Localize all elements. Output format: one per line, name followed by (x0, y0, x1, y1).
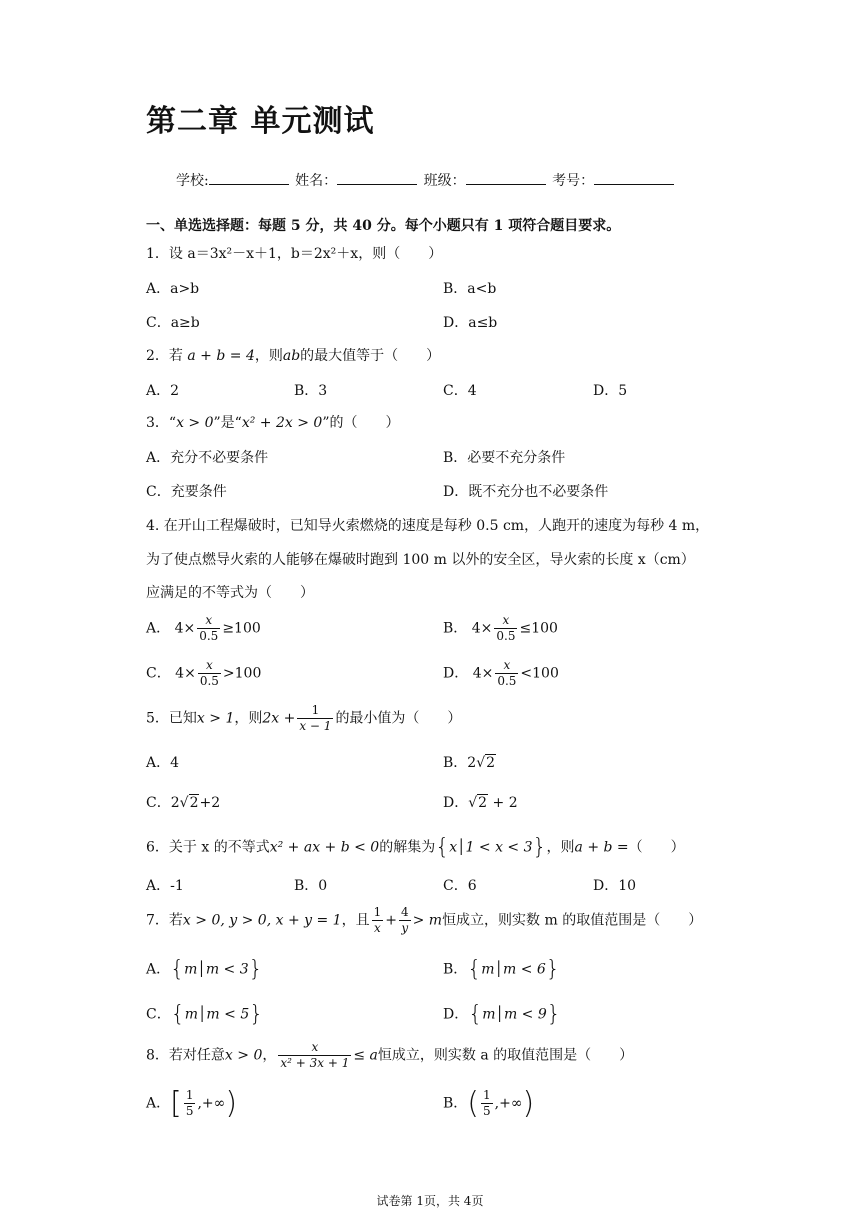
q5-c-label: C． (146, 795, 171, 811)
q4-a-den: 0.5 (199, 629, 219, 643)
question-4-line1: 4. 在开山工程爆破时，已知导火索燃烧的速度是每秒 0.5 cm，人跑开的速度为每秒 4 m， (146, 518, 710, 534)
q8-prefix: 8．若对任意 (146, 1047, 225, 1064)
q5-d-radicand: 2 (478, 795, 488, 811)
q8-b-label: B． (443, 1095, 468, 1112)
q5-den: x − 1 (299, 719, 332, 733)
q7-d1: x (374, 921, 381, 935)
q6-math2: a + b = (574, 839, 629, 856)
q7-b-set: m│m < 6 (481, 961, 546, 978)
q7-c-set: m│m < 5 (184, 1006, 250, 1023)
q4-d-label: D． (443, 665, 469, 682)
q4-option-c (146, 658, 261, 689)
q4-d-num: x (495, 658, 518, 674)
q7-d-rbrace: } (546, 1002, 561, 1027)
exam-no-label: 考号： (552, 173, 595, 189)
q5-d-label: D． (443, 795, 469, 811)
q5-c-post: +2 (199, 795, 221, 811)
q8-a-rparen: ) (225, 1086, 238, 1121)
q7-a-rbrace: } (248, 957, 263, 982)
q5-b-val: 2 (467, 755, 477, 771)
name-blank[interactable] (337, 170, 417, 185)
question-2-stem (146, 345, 440, 365)
q8-a-tail: ,+∞ (197, 1095, 226, 1112)
q4-a-rel: ≥100 (222, 620, 261, 637)
q4-b-fraction (494, 613, 517, 644)
class-label: 班级： (423, 173, 466, 189)
q4-c-label: C． (146, 665, 171, 682)
q7-c-rbrace: } (249, 1002, 264, 1027)
q8-b-lparen: ( (467, 1086, 480, 1121)
q6-right-brace: } (532, 835, 547, 860)
q7-a-lbrace: { (170, 957, 185, 982)
q8-b-rparen: ) (522, 1086, 535, 1121)
q6-set: x│1 < x < 3 (449, 839, 533, 856)
q2-option-b: B．3 (294, 383, 328, 399)
q7-option-c (146, 1002, 263, 1027)
q3-math1: x > 0 (176, 415, 214, 431)
q5-option-c: C．2√2+2 (146, 795, 221, 811)
q6-math: x² + ax + b < 0 (269, 839, 380, 856)
q4-a-coef: 4× (174, 620, 196, 637)
q6-option-a: A．-1 (146, 878, 184, 894)
q6-left-brace: { (435, 835, 450, 860)
q7-fraction-2 (399, 905, 411, 936)
q2-math: a + b = 4 (187, 348, 255, 364)
q3-prefix: 3．“ (146, 415, 177, 431)
q7-b-label: B． (443, 961, 468, 978)
q7-d-lbrace: { (468, 1002, 483, 1027)
q5-math2: 2x + (262, 710, 296, 727)
q4-b-den: 0.5 (496, 629, 516, 643)
school-label: 学校: (176, 173, 209, 189)
q7-mid: ，且 (341, 912, 370, 929)
q5-option-b: B．2√2 (443, 755, 496, 771)
q2-option-d: D．5 (593, 383, 628, 399)
q7-d-set: m│m < 9 (482, 1006, 547, 1023)
q7-c-label: C． (146, 1006, 171, 1023)
q7-a-set: m│m < 3 (184, 961, 249, 978)
q7-math: x > 0, y > 0, x + y = 1 (182, 912, 342, 929)
q8-mid: ， (262, 1047, 277, 1064)
q5-option-a: A．4 (146, 755, 180, 771)
q4-a-label: A． (146, 620, 171, 637)
question-6-stem (146, 835, 685, 860)
q4-b-rel: ≤100 (519, 620, 558, 637)
q7-option-a (146, 957, 263, 982)
q7-fraction-1 (372, 905, 384, 936)
q8-b-fraction (481, 1088, 493, 1119)
q7-n2: 4 (400, 905, 409, 919)
q4-option-d (443, 658, 559, 689)
q3-option-c: C．充要条件 (146, 484, 227, 500)
q6-option-b: B．0 (294, 878, 328, 894)
exam-no-blank[interactable] (594, 170, 674, 185)
q4-c-coef: 4× (175, 665, 196, 682)
school-blank[interactable] (209, 170, 289, 185)
q7-n1: 1 (373, 905, 382, 919)
q2-option-a: A．2 (146, 383, 180, 399)
question-4-line3: 应满足的不等式为（ ） (146, 585, 314, 601)
q4-a-num: x (197, 613, 220, 629)
class-blank[interactable] (466, 170, 546, 185)
q8-b-tail: ,+∞ (494, 1095, 523, 1112)
q6-option-d: D．10 (593, 878, 637, 894)
q2-prefix: 2．若 (146, 348, 183, 364)
q7-b-lbrace: { (467, 957, 482, 982)
q6-option-c: C．6 (443, 878, 477, 894)
q8-a-fden: 5 (185, 1104, 194, 1118)
q5-math1: x > 1 (196, 710, 235, 727)
name-label: 姓名： (295, 173, 338, 189)
q1-option-a: A．a>b (146, 281, 200, 297)
q1-option-c: C．a≥b (146, 315, 200, 331)
q8-a-lbracket: [ (170, 1086, 182, 1121)
q8-option-a (146, 1086, 237, 1121)
q7-a-label: A． (146, 961, 171, 978)
q7-option-b (443, 957, 560, 982)
q3-option-a: A．充分不必要条件 (146, 450, 269, 466)
question-3-stem (146, 412, 400, 432)
q3-suffix: ”的（ ） (322, 415, 400, 431)
q4-b-coef: 4× (471, 620, 493, 637)
q2-mid: ，则 (254, 348, 283, 364)
q8-suffix: 恒成立，则实数 a 的取值范围是（ ） (377, 1047, 634, 1064)
q5-num: 1 (297, 703, 333, 719)
q4-c-rel: >100 (222, 665, 262, 682)
question-5-stem (146, 703, 461, 734)
question-1-stem: 1．设 a＝3x²－x＋1，b＝2x²＋x，则（ ） (146, 246, 443, 262)
q8-math2: ≤ a (353, 1047, 378, 1064)
q4-d-coef: 4× (472, 665, 494, 682)
q8-a-fnum: 1 (185, 1088, 194, 1102)
q5-d-post: + 2 (488, 795, 518, 811)
q8-num: x (278, 1040, 351, 1056)
q7-b-rbrace: } (545, 957, 560, 982)
q5-prefix: 5．已知 (146, 710, 197, 727)
q7-suffix: 恒成立，则实数 m 的取值范围是（ ） (442, 912, 703, 929)
q5-suffix: 的最小值为（ ） (335, 710, 462, 727)
q8-b-fnum: 1 (483, 1088, 491, 1102)
q4-c-fraction (198, 658, 221, 689)
q1-option-b: B．a<b (443, 281, 497, 297)
q6-suffix: （ ） (628, 839, 685, 856)
q4-d-den: 0.5 (497, 674, 517, 688)
q8-math: x > 0 (224, 1047, 263, 1064)
q5-mid: ，则 (234, 710, 263, 727)
q7-d2: y (401, 921, 409, 935)
q7-option-d (443, 1002, 561, 1027)
q8-b-fden: 5 (483, 1104, 491, 1118)
q2-math2: ab (282, 348, 301, 364)
q1-option-d: D．a≤b (443, 315, 498, 331)
q3-math2: x² + 2x > 0 (241, 415, 323, 431)
q5-c-radicand: 2 (189, 795, 199, 811)
q4-c-den: 0.5 (199, 674, 219, 688)
q4-b-label: B． (443, 620, 468, 637)
question-4-line2: 为了使点燃导火索的人能够在爆破时跑到 100 m 以外的安全区，导火索的长度 x（cm） (146, 552, 695, 568)
q3-mid: ”是“ (213, 415, 242, 431)
q8-a-label: A． (146, 1095, 171, 1112)
q7-math2: > m (412, 912, 443, 929)
q4-d-fraction (495, 658, 518, 689)
question-7-stem (146, 905, 702, 936)
q5-fraction (297, 703, 333, 734)
q6-prefix: 6．关于 x 的不等式 (146, 839, 270, 856)
page-title: 第二章 单元测试 (146, 104, 375, 139)
q4-b-num: x (494, 613, 517, 629)
q5-b-label: B． (443, 755, 468, 771)
q5-option-d: D．√2 + 2 (443, 795, 518, 811)
q6-mid2: ，则 (546, 839, 575, 856)
q4-c-num: x (198, 658, 221, 674)
q4-option-b (443, 613, 558, 644)
q7-prefix: 7．若 (146, 912, 183, 929)
q5-c-pre: 2 (170, 795, 180, 811)
q7-plus: + (385, 912, 397, 929)
q4-option-a (146, 613, 261, 644)
q7-d-label: D． (443, 1006, 469, 1023)
q4-a-fraction (197, 613, 220, 644)
q6-mid: 的解集为 (379, 839, 436, 856)
q8-a-fraction (184, 1088, 196, 1119)
q3-option-d: D．既不充分也不必要条件 (443, 484, 609, 500)
q8-fraction (278, 1040, 351, 1071)
q2-suffix: 的最大值等于（ ） (300, 348, 441, 364)
question-8-stem (146, 1040, 633, 1071)
section-heading: 一、单选选择题：每题 5 分，共 40 分。每个小题只有 1 项符合题目要求。 (146, 218, 621, 234)
q2-option-c: C．4 (443, 383, 477, 399)
q4-d-rel: <100 (520, 665, 559, 682)
student-info-line (176, 170, 676, 190)
q5-b-radicand: 2 (486, 755, 496, 771)
page-footer: 试卷第 1页，共 4页 (376, 1194, 484, 1208)
q8-option-b (443, 1086, 534, 1121)
q8-den: x² + 3x + 1 (280, 1056, 350, 1070)
q7-c-lbrace: { (170, 1002, 185, 1027)
q3-option-b: B．必要不充分条件 (443, 450, 566, 466)
